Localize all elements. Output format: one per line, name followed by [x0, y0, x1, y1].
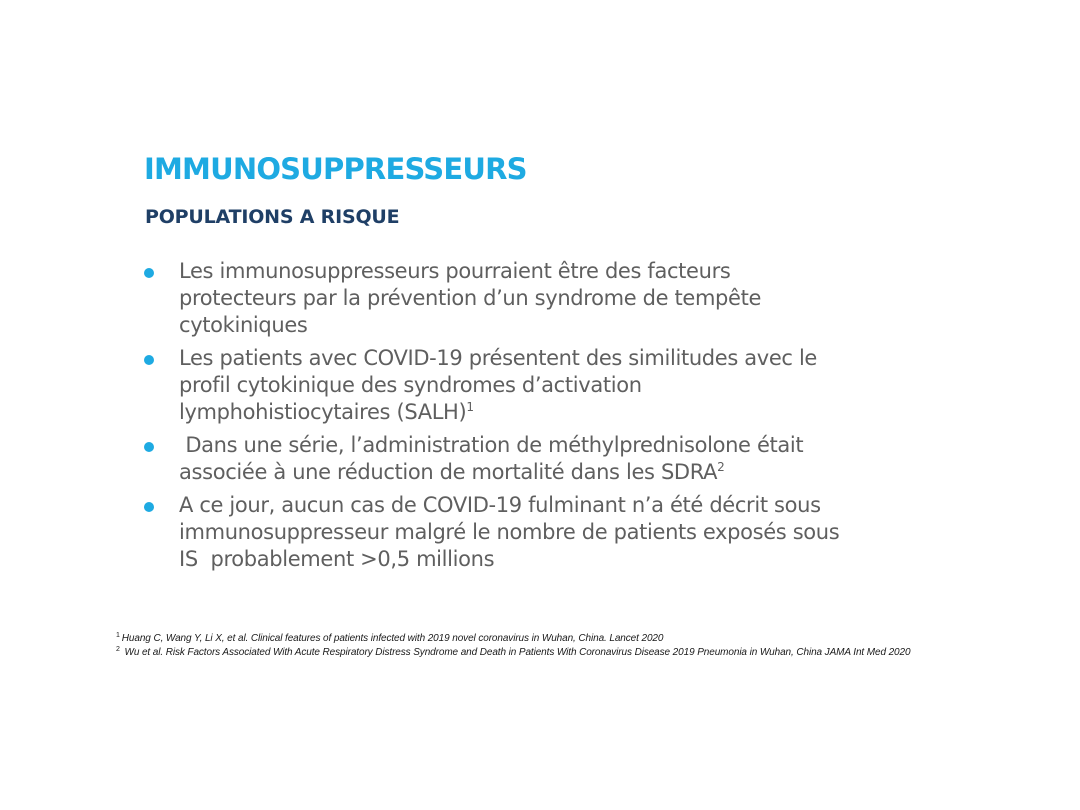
- reference-marker: 1: [466, 400, 474, 414]
- bullet-dot-icon: [144, 502, 154, 512]
- bullet-line: protecteurs par la prévention d’un syndrome de tempête: [179, 286, 762, 310]
- bullet-line: Les immunosuppresseurs pourraient être des facteurs: [179, 259, 731, 283]
- bullet-line: cytokiniques: [179, 313, 308, 337]
- footnote-text: Huang C, Wang Y, Li X, et al. Clinical features of patients infected with 2019 novel coronavirus in Wuhan, China. Lancet 2020: [121, 633, 664, 644]
- footnote-marker: 1: [116, 631, 120, 639]
- bullet-dot-icon: [144, 442, 154, 452]
- bullet-line-with-ref: [179, 399, 942, 426]
- footnote: [116, 632, 1016, 646]
- bullet-line-with-ref: [179, 459, 942, 486]
- bullet-dot-icon: [144, 355, 154, 365]
- bullet-dot-icon: [144, 268, 154, 278]
- bullet-item: [142, 345, 942, 426]
- bullet-item: [142, 492, 942, 573]
- bullet-line: profil cytokinique des syndromes d’activation: [179, 373, 642, 397]
- bullet-line: Les patients avec COVID-19 présentent des similitudes avec le: [179, 346, 817, 370]
- slide-subtitle: POPULATIONS A RISQUE: [145, 206, 400, 228]
- reference-marker: 2: [717, 460, 725, 474]
- bullet-line: Dans une série, l’administration de méthylprednisolone était: [179, 433, 804, 457]
- bullet-item: [142, 258, 942, 339]
- footnote-marker: 2: [116, 645, 120, 653]
- bullet-line: immunosuppresseur malgré le nombre de patients exposés sous: [179, 520, 840, 544]
- bullet-line: IS probablement >0,5 millions: [179, 547, 495, 571]
- slide-title: IMMUNOSUPPRESSEURS: [144, 152, 527, 186]
- bullet-list: [142, 258, 942, 579]
- footnotes: [116, 632, 1016, 660]
- bullet-line: A ce jour, aucun cas de COVID-19 fulminant n’a été décrit sous: [179, 493, 821, 517]
- bullet-line-text: lymphohistiocytaires (SALH): [179, 400, 467, 424]
- bullet-line-text: associée à une réduction de mortalité dans les SDRA: [179, 460, 718, 484]
- bullet-item: [142, 432, 942, 486]
- footnote: [116, 646, 1016, 660]
- footnote-text: Wu et al. Risk Factors Associated With Acute Respiratory Distress Syndrome and Death in Patients With Coronavirus Disease 2019 Pneumonia in Wuhan, China JAMA Int Med 2020: [121, 647, 911, 658]
